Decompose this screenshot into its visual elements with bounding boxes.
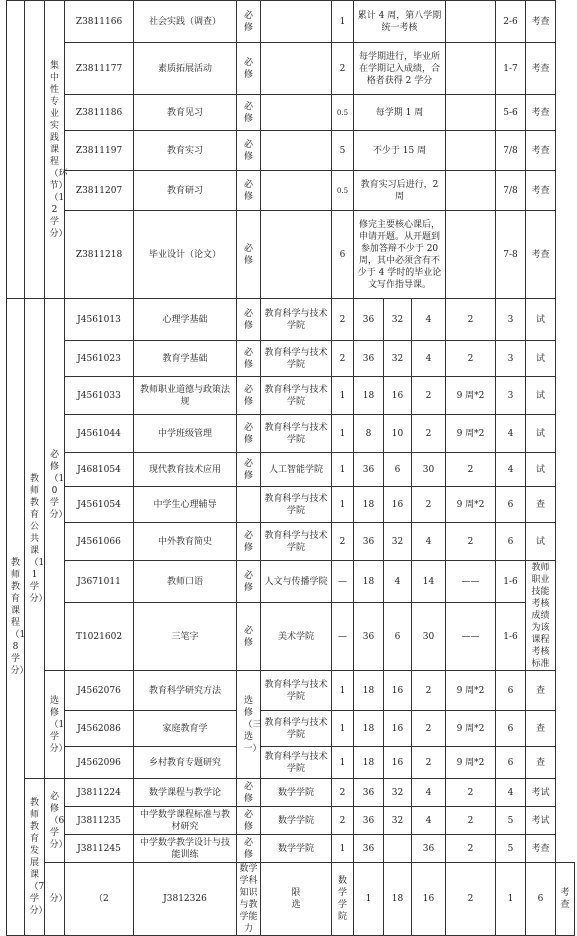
course-credit: 2 (332, 299, 354, 341)
course-term: 7-8 (496, 211, 526, 299)
course-term: 3 (496, 341, 526, 377)
course-dept (261, 171, 332, 211)
table-row (7, 807, 575, 835)
table-row (7, 131, 575, 171)
course-term: 6 (496, 711, 526, 747)
course-credit: 2 (332, 43, 354, 95)
course-weekly (446, 131, 496, 171)
course-lect: 16 (384, 747, 412, 779)
course-type: 必修 (237, 211, 261, 299)
course-type: 必修 (237, 171, 261, 211)
course-type: 必修 (237, 779, 261, 807)
course-exam: 试 (526, 453, 556, 487)
group-teacher-edu-label: 教师教育课程（18学分） (7, 299, 25, 936)
course-code: J3812326 (134, 863, 237, 936)
group-dev-required-label: 必修（6学分） (45, 779, 65, 863)
course-name: 三笔字 (134, 603, 237, 671)
course-credit: — (332, 561, 354, 603)
table-row (7, 43, 575, 95)
course-total: 36 (354, 299, 384, 341)
course-credit: 1 (332, 487, 354, 523)
course-dept: 教育科学与技术学院 (261, 341, 332, 377)
course-total: 18 (354, 711, 384, 747)
course-prac: 2 (412, 711, 446, 747)
course-name: 教育研习 (134, 171, 237, 211)
course-exam: 查 (526, 711, 556, 747)
table-row (7, 561, 575, 603)
course-dept: 数学学院 (261, 807, 332, 835)
course-term: 3 (496, 299, 526, 341)
course-code: Z3811177 (65, 43, 134, 95)
table-row (7, 523, 575, 561)
course-term: 5-6 (496, 95, 526, 131)
course-credit: 1 (354, 863, 384, 936)
course-type: 必修 (237, 95, 261, 131)
course-dept: 教育科学与技术学院 (261, 377, 332, 415)
course-note: 累计 4 周，第八学期统一考核 (354, 1, 446, 43)
table-row (7, 377, 575, 415)
course-total: 18 (354, 747, 384, 779)
course-exam: 试 (526, 523, 556, 561)
course-lect: 6 (384, 453, 412, 487)
course-lect: 10 (384, 415, 412, 453)
course-code: J3811224 (65, 779, 134, 807)
course-credit: 5 (332, 131, 354, 171)
course-lect: 32 (384, 523, 412, 561)
table-row (7, 1, 575, 43)
course-prac: 4 (412, 341, 446, 377)
course-name: 中学数学课程标准与教材研究 (134, 807, 237, 835)
course-credit: — (332, 603, 354, 671)
group-required10-label: 必修（10学分） (45, 299, 65, 671)
dev-fragment-label: 分） (45, 863, 65, 936)
course-lect (384, 835, 412, 863)
course-dept (261, 1, 332, 43)
course-type: 必修 (237, 131, 261, 171)
course-total: 36 (354, 341, 384, 377)
table-row (7, 603, 575, 671)
course-dept: 教育科学与技术学院 (261, 415, 332, 453)
course-lect: 16 (412, 863, 446, 936)
course-prac: 2 (412, 671, 446, 711)
course-weekly: 2 (446, 341, 496, 377)
course-note: 每学期 1 周 (354, 95, 446, 131)
course-prac: 2 (412, 487, 446, 523)
course-code: Z3811197 (65, 131, 134, 171)
course-credit: 1 (332, 415, 354, 453)
course-term: 1-7 (496, 43, 526, 95)
course-weekly: 2 (446, 523, 496, 561)
course-total: 18 (354, 561, 384, 603)
course-credit: 1 (332, 1, 354, 43)
course-prac: 2 (412, 377, 446, 415)
course-lect: 16 (384, 487, 412, 523)
course-total: 18 (384, 863, 412, 936)
course-prac: 4 (412, 779, 446, 807)
course-total: 18 (354, 377, 384, 415)
course-credit: 6 (332, 211, 354, 299)
course-code: J4562086 (65, 711, 134, 747)
course-term: 7/8 (496, 131, 526, 171)
course-type: 必修 (237, 453, 261, 487)
course-note: 不少于 15 周 (354, 131, 446, 171)
course-name: 现代教育技术应用 (134, 453, 237, 487)
course-code: J4562076 (65, 671, 134, 711)
course-dept: 教育科学与技术学院 (261, 711, 332, 747)
course-name: 毕业设计（论文） (134, 211, 237, 299)
course-credit: 1 (332, 711, 354, 747)
course-term: 6 (496, 747, 526, 779)
course-note: 修完主要核心课后，申请开题。从开题到参加答辩不少于 20 周，其中必须含有不少于 4 学时的毕业论文写作指导课。 (354, 211, 446, 299)
course-exam: 考试 (526, 779, 556, 807)
course-note: 每学期进行，毕业所在学期记入成绩，合格者获得 2 学分 (354, 43, 446, 95)
course-dept: 教育科学与技术学院 (261, 747, 332, 779)
course-code: J4561013 (65, 299, 134, 341)
course-prac: 2 (446, 863, 496, 936)
course-exam: 考查 (526, 211, 556, 299)
curriculum-table (6, 0, 575, 936)
course-dept (261, 211, 332, 299)
group-elective1-label: 选修（1学分） (45, 671, 65, 779)
course-prac: 36 (412, 835, 446, 863)
course-credit: 1 (332, 747, 354, 779)
course-total: 36 (354, 807, 384, 835)
course-exam: 试 (526, 377, 556, 415)
course-code: Z3811207 (65, 171, 134, 211)
course-type: 必修 (237, 1, 261, 43)
course-weekly: 9 周*2 (446, 487, 496, 523)
course-name: 素质拓展活动 (134, 43, 237, 95)
course-credit: 1 (332, 377, 354, 415)
course-code: J4561033 (65, 377, 134, 415)
course-dept (261, 95, 332, 131)
course-dept: 人工智能学院 (261, 453, 332, 487)
course-code: J4561023 (65, 341, 134, 377)
course-weekly: 9 周*2 (446, 747, 496, 779)
course-type: 必修 (237, 377, 261, 415)
table-row (7, 341, 575, 377)
course-name: 中学班级管理 (134, 415, 237, 453)
course-term: 5 (496, 807, 526, 835)
course-type (237, 487, 261, 523)
course-dept (261, 131, 332, 171)
course-type: 限选 (261, 863, 332, 936)
course-exam: 考试 (526, 807, 556, 835)
course-dept: 教育科学与技术学院 (261, 299, 332, 341)
course-type: 必修 (237, 299, 261, 341)
course-exam: 试 (526, 299, 556, 341)
table-row (7, 671, 575, 711)
course-code: J4561044 (65, 415, 134, 453)
course-term: 3 (496, 377, 526, 415)
course-type: 必修 (237, 807, 261, 835)
course-credit: 1 (332, 671, 354, 711)
course-lect: 32 (384, 779, 412, 807)
elective-pick-label: 选修（三选一） (237, 671, 261, 779)
course-total: 18 (354, 487, 384, 523)
course-weekly (446, 211, 496, 299)
course-code: J4561066 (65, 523, 134, 561)
course-weekly: 9 周*2 (446, 377, 496, 415)
course-name: 教育实习 (134, 131, 237, 171)
course-dept (261, 43, 332, 95)
course-type: 必修 (237, 835, 261, 863)
course-credit: 2 (332, 523, 354, 561)
course-total: 36 (354, 603, 384, 671)
course-dept: 数学学院 (261, 835, 332, 863)
course-dept: 教育科学与技术学院 (261, 523, 332, 561)
course-total: 36 (354, 523, 384, 561)
course-term: 7/8 (496, 171, 526, 211)
course-lect: 4 (384, 561, 412, 603)
course-name: 中外教育简史 (134, 523, 237, 561)
course-weekly: 2 (446, 807, 496, 835)
course-exam: 考查 (526, 1, 556, 43)
course-lect: 32 (384, 299, 412, 341)
course-term: 1-6 (496, 561, 526, 603)
course-note: 教育实习后进行，2 周 (354, 171, 446, 211)
table-row (7, 211, 575, 299)
course-name: 中学数学教学设计与技能训练 (134, 835, 237, 863)
course-name: 社会实践（调查） (134, 1, 237, 43)
course-term: 4 (496, 415, 526, 453)
group-public-label: 教师教育公共课（11学分） (25, 299, 45, 779)
course-exam: 查 (526, 747, 556, 779)
course-type: 必修 (237, 523, 261, 561)
course-exam: 试 (526, 415, 556, 453)
course-weekly: 2 (446, 299, 496, 341)
course-code: J3811245 (65, 835, 134, 863)
course-name: 乡村教育专题研究 (134, 747, 237, 779)
course-name: 中学生心理辅导 (134, 487, 237, 523)
course-credit: 2 (332, 341, 354, 377)
course-exam: 教师职业技能考核成绩为该课程考核标准 (526, 561, 556, 671)
table-row (7, 299, 575, 341)
course-exam: 查 (526, 487, 556, 523)
group-dev-label: 教师教育发展课（7学分） (25, 779, 45, 936)
course-dept: 数学学院 (261, 779, 332, 807)
course-total: 18 (354, 671, 384, 711)
course-code: J4562096 (65, 747, 134, 779)
blank-cell (25, 1, 45, 299)
table-row (7, 747, 575, 779)
table-row (7, 779, 575, 807)
course-weekly: —— (446, 561, 496, 603)
table-row (7, 415, 575, 453)
course-type: 必修 (237, 43, 261, 95)
course-type: 必修 (237, 341, 261, 377)
course-name: 数学课程与教学论 (134, 779, 237, 807)
course-total: 36 (354, 779, 384, 807)
course-name: 教育见习 (134, 95, 237, 131)
course-prac: 14 (412, 561, 446, 603)
table-row (7, 171, 575, 211)
course-type: 必修 (237, 415, 261, 453)
course-weekly: 9 周*2 (446, 415, 496, 453)
course-lect: 32 (384, 807, 412, 835)
course-credit: 0.5 (332, 171, 354, 211)
course-lect: 32 (384, 341, 412, 377)
course-name: 数学学科知识与教学能力 (237, 863, 261, 936)
course-type: 必修 (237, 603, 261, 671)
course-credit: 1 (332, 453, 354, 487)
course-exam: 考查 (526, 131, 556, 171)
course-total: 36 (354, 453, 384, 487)
course-term: 6 (496, 523, 526, 561)
table-row (7, 487, 575, 523)
course-exam: 考查 (526, 835, 556, 863)
course-term: 6 (496, 671, 526, 711)
course-prac: 30 (412, 603, 446, 671)
course-dept: 美术学院 (261, 603, 332, 671)
course-prac: 4 (412, 807, 446, 835)
course-exam: 考查 (526, 95, 556, 131)
course-weekly (446, 43, 496, 95)
table-row (7, 711, 575, 747)
course-exam: 查 (526, 671, 556, 711)
course-weekly: —— (446, 603, 496, 671)
course-name: 教育科学研究方法 (134, 671, 237, 711)
course-credit: 2 (332, 779, 354, 807)
course-code: Z3811166 (65, 1, 134, 43)
course-code: T1021602 (65, 603, 134, 671)
course-term: 2-6 (496, 1, 526, 43)
course-credit: 2 (332, 807, 354, 835)
course-weekly: 9 周*2 (446, 711, 496, 747)
course-credit: 1 (332, 835, 354, 863)
course-lect: 16 (384, 377, 412, 415)
table-row (7, 95, 575, 131)
course-code: J4561054 (65, 487, 134, 523)
course-dept: 数学学院 (332, 863, 354, 936)
table-row (7, 453, 575, 487)
course-lect: 16 (384, 671, 412, 711)
course-lect: 16 (384, 711, 412, 747)
group-practice-label: 集中性专业实践课程（环节）（12学分） (45, 1, 65, 299)
course-weekly: 9 周*2 (446, 671, 496, 711)
course-name: 教师口语 (134, 561, 237, 603)
course-total: 8 (354, 415, 384, 453)
dev-fragment-label-2: （2 (65, 863, 134, 936)
course-weekly (446, 1, 496, 43)
course-prac: 2 (412, 747, 446, 779)
course-term: 6 (496, 487, 526, 523)
course-dept: 教育科学与技术学院 (261, 487, 332, 523)
course-term: 5 (496, 835, 526, 863)
course-prac: 2 (412, 415, 446, 453)
course-dept: 教育科学与技术学院 (261, 671, 332, 711)
course-name: 家庭教育学 (134, 711, 237, 747)
course-prac: 4 (412, 523, 446, 561)
course-type: 必修 (237, 561, 261, 603)
course-code: J3671011 (65, 561, 134, 603)
course-name: 心理学基础 (134, 299, 237, 341)
course-dept: 人文与传播学院 (261, 561, 332, 603)
course-exam: 考查 (526, 171, 556, 211)
course-exam: 考查 (526, 43, 556, 95)
course-weekly: 1 (496, 863, 526, 936)
course-weekly: 2 (446, 779, 496, 807)
course-term: 4 (496, 779, 526, 807)
course-exam: 试 (526, 341, 556, 377)
course-code: Z3811218 (65, 211, 134, 299)
table-row (7, 835, 575, 863)
course-name: 教师职业道德与政策法规 (134, 377, 237, 415)
course-term: 4 (496, 453, 526, 487)
course-weekly (446, 95, 496, 131)
course-code: J3811235 (65, 807, 134, 835)
course-prac: 30 (412, 453, 446, 487)
course-code: J4681054 (65, 453, 134, 487)
course-credit: 0.5 (332, 95, 354, 131)
course-exam: 考查 (556, 863, 575, 936)
course-name: 教育学基础 (134, 341, 237, 377)
course-weekly: 2 (446, 835, 496, 863)
course-lect: 6 (384, 603, 412, 671)
course-code: Z3811186 (65, 95, 134, 131)
course-weekly (446, 171, 496, 211)
blank-cell (7, 1, 25, 299)
course-term: 6 (526, 863, 556, 936)
course-weekly: 2 (446, 453, 496, 487)
course-term: 1-6 (496, 603, 526, 671)
course-prac: 4 (412, 299, 446, 341)
course-total: 36 (354, 835, 384, 863)
table-row (7, 863, 575, 936)
